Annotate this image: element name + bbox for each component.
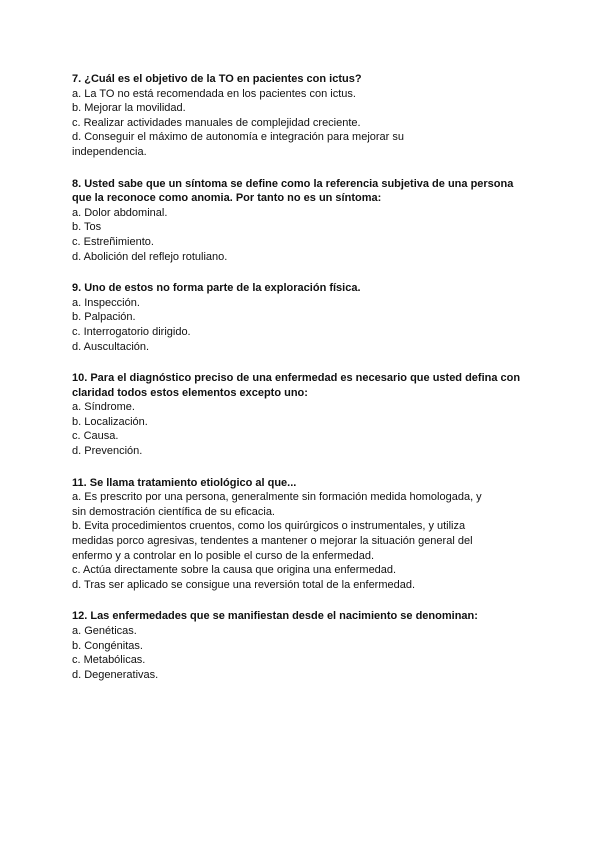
document-page: [72, 72, 532, 699]
option-c: c. Metabólicas.: [72, 654, 146, 667]
option-a: a. Inspección.: [72, 296, 140, 309]
option-c: c. Actúa directamente sobre la causa que origina una enfermedad.: [72, 564, 397, 577]
question-title: 11. Se llama tratamiento etiológico al que...: [72, 476, 297, 489]
option-b: b. Congénitas.: [72, 639, 143, 652]
option-c: c. Interrogatorio dirigido.: [72, 325, 191, 338]
option-d: d. Auscultación.: [72, 340, 150, 353]
option-d: d. Tras ser aplicado se consigue una reversión total de la enfermedad.: [72, 578, 416, 591]
option-a: a. Síndrome.: [72, 401, 135, 414]
question-11: [72, 476, 532, 593]
option-b: b. Localización.: [72, 415, 148, 428]
question-7: [72, 72, 532, 160]
option-a: a. La TO no está recomendada en los pacientes con ictus.: [72, 87, 356, 100]
option-b: b. Evita procedimientos cruentos, como los quirúrgicos o instrumentales, y utiliza medidas porco agresivas, tendentes a mantener o mejorar la situación general del enfermo y a controlar en lo posible el curso de la enfermedad.: [72, 520, 473, 562]
option-b: b. Tos: [72, 221, 102, 234]
option-c: c. Estreñimiento.: [72, 235, 154, 248]
question-12: [72, 609, 532, 682]
question-title: 9. Uno de estos no forma parte de la exploración física.: [72, 282, 361, 295]
question-title: 8. Usted sabe que un síntoma se define como la referencia subjetiva de una persona que la reconoce como anomia. Por tanto no es un síntoma:: [72, 177, 514, 205]
question-8: [72, 177, 532, 265]
question-title: 7. ¿Cuál es el objetivo de la TO en pacientes con ictus?: [72, 73, 362, 85]
option-b: b. Mejorar la movilidad.: [72, 102, 186, 115]
option-a: a. Es prescrito por una persona, generalmente sin formación medida homologada, y sin demostración científica de su eficacia.: [72, 491, 482, 518]
option-d: d. Abolición del reflejo rotuliano.: [72, 250, 228, 263]
question-title: 10. Para el diagnóstico preciso de una enfermedad es necesario que usted defina con claridad todos estos elementos excepto uno:: [72, 372, 521, 399]
option-d: d. Prevención.: [72, 445, 143, 458]
option-d: d. Conseguir el máximo de autonomía e integración para mejorar su independencia.: [72, 131, 405, 158]
option-c: c. Causa.: [72, 430, 119, 443]
question-10: [72, 371, 532, 459]
question-title: 12. Las enfermedades que se manifiestan desde el nacimiento se denominan:: [72, 610, 478, 623]
option-d: d. Degenerativas.: [72, 668, 159, 681]
option-a: a. Dolor abdominal.: [72, 206, 168, 219]
option-a: a. Genéticas.: [72, 625, 137, 637]
option-c: c. Realizar actividades manuales de complejidad creciente.: [72, 116, 361, 129]
option-b: b. Palpación.: [72, 311, 136, 324]
question-9: [72, 281, 532, 354]
